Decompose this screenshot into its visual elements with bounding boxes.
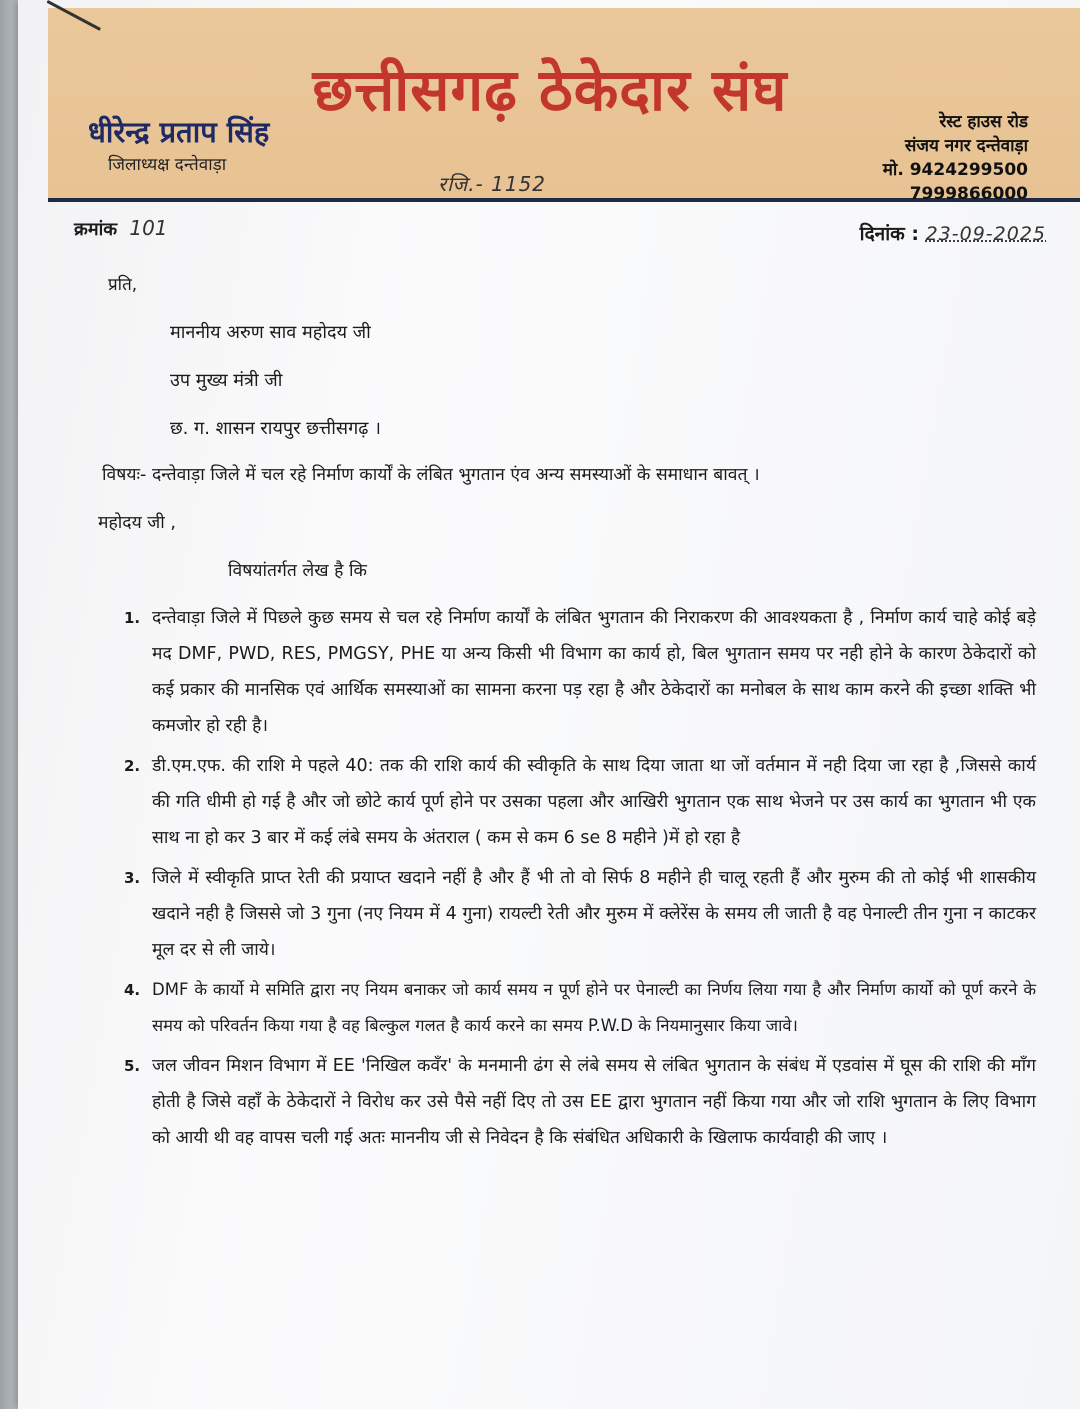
reference-value: 101 xyxy=(129,216,168,240)
points-list xyxy=(96,600,1036,1160)
organization-name: छत्तीसगढ़ ठेकेदार संघ xyxy=(312,56,788,124)
list-item xyxy=(96,1048,1036,1156)
intro-line: विषयांतर्गत लेख है कि xyxy=(228,561,367,581)
point-number: 5. xyxy=(124,1057,141,1075)
date-label: दिनांक : xyxy=(859,223,919,245)
reference-number xyxy=(74,216,168,241)
president-name: धीरेन्द्र प्रताप सिंह xyxy=(88,115,270,149)
point-text: DMF के कार्यो मे समिति द्वारा नए नियम बनाकर जो कार्य समय न पूर्ण होने पर पेनाल्टी का निर्णय लिया गया है और निर्माण कार्यो को पूर्ण करने के समय को परिवर्तन किया गया है वह बिल्कुल गलत है कार्य करने का समय P.W.D के नियमानुसार किया जावे। xyxy=(152,980,1036,1035)
phone-1: मो. 9424299500 xyxy=(882,160,1028,180)
point-text: जिले में स्वीकृति प्राप्त रेती की प्रयाप्त खदाने नहीं है और हैं भी तो वो सिर्फ 8 महीने ही चालू रहती हैं और मुरुम की तो कोई भी शासकीय खदाने नही है जिससे जो 3 गुना (नए नियम में 4 गुना) रायल्टी रेती और मुरुम में क्लेरेंस के समय ली जाती है वह पेनाल्टी तीन गुना न काटकर मूल दर से ली जाये। xyxy=(152,868,1036,960)
address-line-1: रेस्ट हाउस रोड xyxy=(939,112,1028,132)
recipient-label: प्रति, xyxy=(108,275,138,295)
contact-block xyxy=(883,110,1028,206)
letter-date xyxy=(860,220,1046,246)
recipient-line-2: उप मुख्य मंत्री जी xyxy=(170,370,283,391)
list-item xyxy=(96,748,1036,856)
list-item xyxy=(96,972,1036,1044)
registration-number: रजि.- 1152 xyxy=(438,172,547,196)
president-title: जिलाध्यक्ष दन्तेवाड़ा xyxy=(108,155,227,175)
point-text: जल जीवन मिशन विभाग में EE 'निखिल कवँर' के मनमानी ढंग से लंबे समय से लंबित भुगतान के संबंध में एडवांस में घूस की राशि की माँग होती है जिसे वहाँ के ठेकेदारों ने विरोध कर उसे पैसे नहीं दिए तो उस EE द्वारा भुगतान नहीं किया गया और जो राशि भुगतान के लिए विभाग को आयी थी वह वापस चली गई अतः माननीय जी से निवेदन है कि संबंधित अधिकारी के खिलाफ कार्यवाही की जाए । xyxy=(152,1056,1036,1148)
letter-subject: विषयः- दन्तेवाड़ा जिले में चल रहे निर्माण कार्यों के लंबित भुगतान एंव अन्य समस्याओं के समाधान बावत् । xyxy=(102,465,760,485)
reference-label: क्रमांक xyxy=(74,219,118,240)
point-number: 2. xyxy=(124,757,141,775)
list-item xyxy=(96,860,1036,968)
date-value: 23-09-2025 xyxy=(925,223,1046,245)
recipient-line-1: माननीय अरुण साव महोदय जी xyxy=(170,322,371,343)
address-line-2: संजय नगर दन्तेवाड़ा xyxy=(904,136,1028,156)
point-text: दन्तेवाड़ा जिले में पिछले कुछ समय से चल रहे निर्माण कार्यों के लंबित भुगतान की निराकरण की आवश्यकता है , निर्माण कार्य चाहे कोई बड़े मद DMF, PWD, RES, PMGSY, PHE या अन्य किसी भी विभाग का कार्य हो, बिल भुगतान समय पर नही होने के कारण ठेकेदारों को कई प्रकार की मानसिक एवं आर्थिक समस्याओं का सामना करना पड़ रहा है और ठेकेदारों का मनोबल के साथ काम करने की इच्छा शक्ति भी कमजोर हो रही है। xyxy=(152,608,1036,736)
list-item xyxy=(96,600,1036,744)
point-number: 1. xyxy=(124,609,141,627)
point-text: डी.एम.एफ. की राशि मे पहले 40: तक की राशि कार्य की स्वीकृति के साथ दिया जाता था जों वर्तमान में नही दिया जा रहा है ,जिससे कार्य की गति धीमी हो गई है और जो छोटे कार्य पूर्ण होने पर उसका पहला और आखिरी भुगतान एक साथ भेजने पर उस कार्य का भुगतान भी एक साथ ना हो कर 3 बार में कई लंबे समय के अंतराल ( कम से कम 6 se 8 महीने )में हो रहा है xyxy=(152,756,1036,848)
point-number: 4. xyxy=(124,981,141,999)
phone-2: 7999866000 xyxy=(909,184,1028,204)
salutation: महोदय जी , xyxy=(98,513,176,533)
point-number: 3. xyxy=(124,869,141,887)
recipient-line-3: छ. ग. शासन रायपुर छत्तीसगढ़ । xyxy=(170,418,381,439)
